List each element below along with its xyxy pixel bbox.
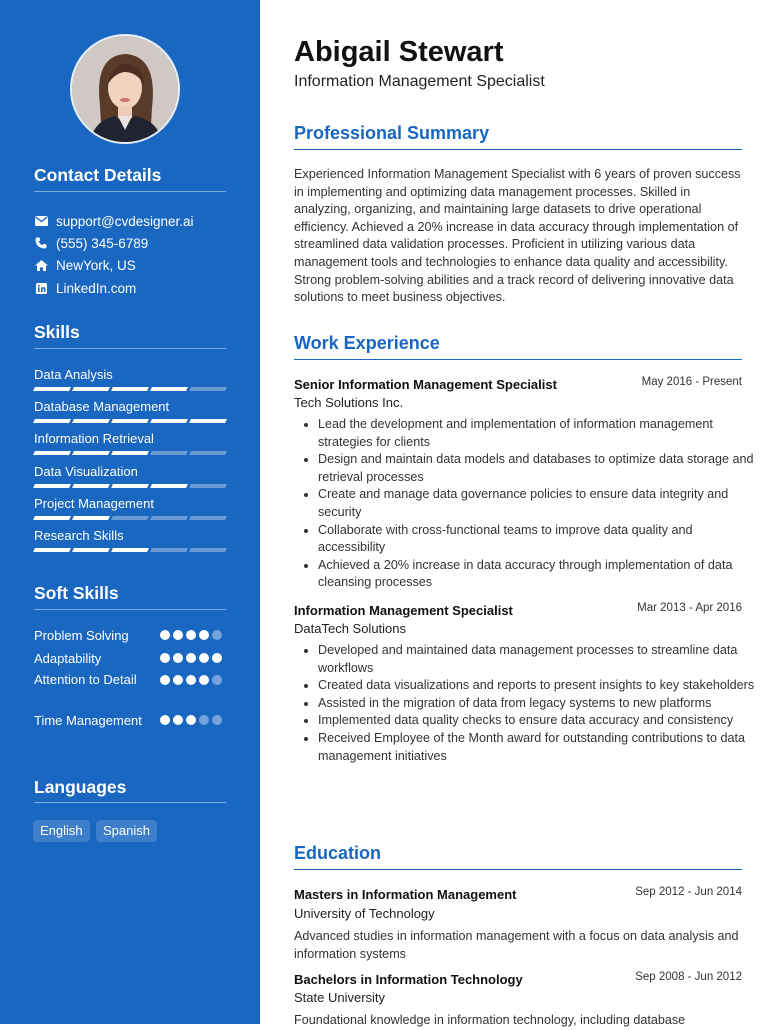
- job-title: Information Management Specialist: [294, 603, 513, 618]
- experience-heading: Work Experience: [294, 333, 440, 353]
- rating-dot: [173, 675, 183, 685]
- section-divider: [294, 149, 742, 150]
- skill-level-segment: [189, 484, 227, 488]
- divider: [34, 348, 226, 349]
- skill-level-segment: [72, 516, 110, 520]
- skill-level-segment: [150, 451, 188, 455]
- rating-dot: [173, 653, 183, 663]
- soft-skill-rating: [160, 630, 222, 640]
- soft-skill-label: Time Management: [34, 713, 142, 728]
- skill-level-segment: [111, 451, 149, 455]
- skill-level-segment: [111, 548, 149, 552]
- skill-level-segment: [72, 484, 110, 488]
- skill-level-segment: [189, 548, 227, 552]
- skill-level-segment: [150, 387, 188, 391]
- skill-label: Research Skills: [34, 528, 124, 543]
- skill-level-segment: [150, 548, 188, 552]
- skill-level-segment: [150, 484, 188, 488]
- language-badge: Spanish: [96, 820, 157, 842]
- skill-level-segment: [189, 516, 227, 520]
- contact-heading: Contact Details: [34, 165, 162, 185]
- languages-heading: Languages: [34, 777, 127, 797]
- language-badge: English: [33, 820, 90, 842]
- job-company: Tech Solutions Inc.: [294, 395, 404, 410]
- education-description: Foundational knowledge in information technology, including database: [294, 1013, 686, 1027]
- contact-location: [34, 256, 136, 274]
- summary-text: Experienced Information Management Specialist with 6 years of proven success in implementing and optimizing data management processes. Skilled in analyzing, organizing, and maintaining large datasets to drive operational efficiency. Achieved a 20% increase in data accuracy through implementation of streamlined data validation processes. Proficient in utilizing various data management tools and technologies to enhance data quality and accessibility. Strong problem-solving abilities and a track record of delivering innovative data solutions to meet business objectives.: [294, 167, 741, 305]
- rating-dot: [199, 653, 209, 663]
- soft-skill-rating: [160, 715, 222, 725]
- education-description: Advanced studies in information management with a focus on data analysis and information systems: [294, 929, 739, 961]
- divider: [34, 191, 226, 192]
- contact-location-text: NewYork, US: [56, 257, 136, 273]
- skill-level-segment: [150, 419, 188, 423]
- job-bullets: [300, 642, 758, 765]
- contact-linkedin-text[interactable]: LinkedIn.com: [56, 280, 137, 296]
- rating-dot: [199, 675, 209, 685]
- skill-label: Data Visualization: [34, 463, 138, 479]
- rating-dot: [173, 630, 183, 640]
- skill-level-segment: [189, 419, 227, 423]
- education-dates: Sep 2008 - Jun 2012: [635, 971, 742, 983]
- job-company: DataTech Solutions: [294, 621, 407, 636]
- skill-level-segment: [33, 387, 71, 391]
- rating-dot: [186, 715, 196, 725]
- degree-title: Masters in Information Management: [294, 887, 517, 902]
- skill-level-bar: [34, 516, 226, 520]
- contact-email[interactable]: [34, 212, 194, 230]
- soft-skill-rating: [160, 675, 222, 685]
- school-name: State University: [294, 990, 386, 1005]
- education-dates: Sep 2012 - Jun 2014: [635, 886, 742, 898]
- job-dates: Mar 2013 - Apr 2016: [637, 602, 742, 614]
- divider: [34, 802, 226, 803]
- job-bullets: [300, 416, 758, 592]
- skill-level-segment: [72, 451, 110, 455]
- rating-dot: [212, 630, 222, 640]
- profile-photo: [70, 34, 180, 144]
- rating-dot: [160, 653, 170, 663]
- summary-heading: Professional Summary: [294, 123, 490, 143]
- list-item: • Design and maintain data models and databases to optimize data storage and retrieval processes: [318, 451, 758, 486]
- soft-skill-label: Attention to Detail: [34, 672, 137, 687]
- rating-dot: [160, 675, 170, 685]
- skill-level-segment: [72, 548, 110, 552]
- rating-dot: [212, 653, 222, 663]
- linkedin-icon: [34, 281, 48, 295]
- education-heading: Education: [294, 843, 382, 863]
- skill-label: Data Analysis: [34, 367, 113, 382]
- home-icon: [34, 258, 48, 272]
- list-item: • Developed and maintained data management processes to streamline data workflows: [318, 642, 758, 677]
- soft-skill-label: Adaptability: [34, 651, 102, 666]
- list-item: • Lead the development and implementation of information management strategies for clients: [318, 416, 758, 451]
- rating-dot: [160, 630, 170, 640]
- list-item: • Created data visualizations and reports to present insights to key stakeholders: [318, 677, 758, 695]
- rating-dot: [212, 675, 222, 685]
- soft-skills-heading: Soft Skills: [34, 583, 119, 603]
- candidate-title: Information Management Specialist: [294, 73, 545, 90]
- skill-level-bar: [34, 419, 226, 423]
- skill-level-bar: [34, 484, 226, 488]
- rating-dot: [186, 675, 196, 685]
- skill-level-segment: [111, 419, 149, 423]
- skill-level-segment: [189, 451, 227, 455]
- list-item: • Implemented data quality checks to ensure data accuracy and consistency: [318, 712, 758, 730]
- skill-level-segment: [33, 419, 71, 423]
- section-divider: [294, 359, 742, 360]
- rating-dot: [212, 715, 222, 725]
- skill-level-segment: [72, 387, 110, 391]
- section-divider: [294, 869, 742, 870]
- rating-dot: [199, 715, 209, 725]
- job-title: Senior Information Management Specialist: [294, 377, 557, 392]
- skill-level-segment: [111, 516, 149, 520]
- skill-level-segment: [111, 387, 149, 391]
- rating-dot: [173, 715, 183, 725]
- degree-title: Bachelors in Information Technology: [294, 972, 523, 987]
- skill-level-bar: [34, 548, 226, 552]
- skill-level-segment: [111, 484, 149, 488]
- rating-dot: [160, 715, 170, 725]
- skill-level-segment: [189, 387, 227, 391]
- contact-phone-text[interactable]: (555) 345-6789: [56, 235, 149, 251]
- skills-heading: Skills: [34, 322, 80, 342]
- contact-phone[interactable]: [34, 234, 148, 252]
- list-item: • Collaborate with cross-functional teams to improve data quality and accessibility: [318, 522, 758, 557]
- avatar: [72, 36, 178, 142]
- list-item: • Received Employee of the Month award for outstanding contributions to data management initiatives: [318, 730, 758, 765]
- candidate-name: Abigail Stewart: [294, 36, 504, 68]
- skill-level-segment: [33, 548, 71, 552]
- rating-dot: [199, 630, 209, 640]
- sidebar: [0, 0, 260, 1024]
- school-name: University of Technology: [294, 906, 435, 921]
- skill-level-segment: [33, 516, 71, 520]
- skill-level-segment: [33, 484, 71, 488]
- soft-skill-label: Problem Solving: [34, 628, 129, 643]
- skill-level-segment: [72, 419, 110, 423]
- list-item: • Create and manage data governance policies to ensure data integrity and security: [318, 486, 758, 521]
- job-dates: May 2016 - Present: [641, 376, 742, 388]
- rating-dot: [186, 653, 196, 663]
- skill-level-segment: [33, 451, 71, 455]
- skill-level-bar: [34, 451, 226, 455]
- skill-label: Information Retrieval: [34, 431, 154, 447]
- rating-dot: [186, 630, 196, 640]
- skill-level-segment: [150, 516, 188, 520]
- skill-level-bar: [34, 387, 226, 391]
- envelope-icon: [34, 214, 48, 228]
- soft-skill-rating: [160, 653, 222, 663]
- list-item: • Assisted in the migration of data from legacy systems to new platforms: [318, 695, 758, 713]
- divider: [34, 609, 226, 610]
- skill-label: Project Management: [34, 495, 154, 511]
- list-item: • Achieved a 20% increase in data accuracy through implementation of data cleansing processes: [318, 557, 758, 592]
- phone-icon: [34, 236, 48, 250]
- contact-linkedin[interactable]: [34, 279, 136, 297]
- contact-email-text[interactable]: support@cvdesigner.ai: [56, 213, 194, 229]
- skill-label: Database Management: [34, 399, 170, 415]
